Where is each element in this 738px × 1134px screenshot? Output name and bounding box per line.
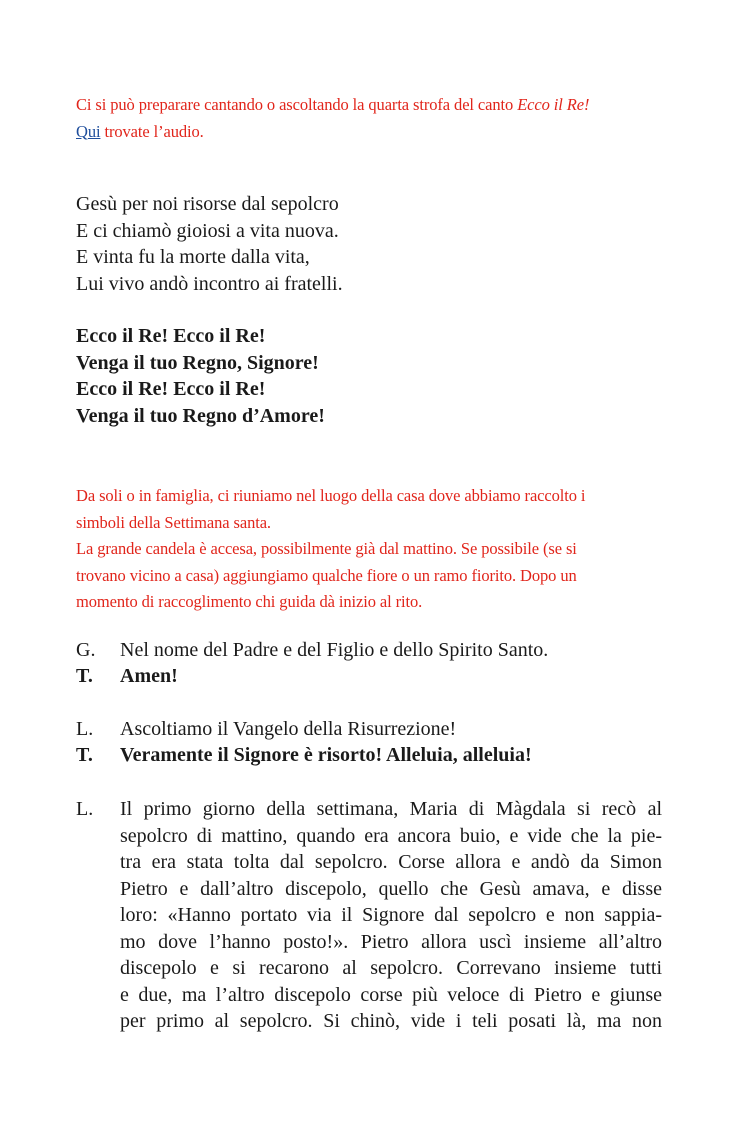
rubric-line: momento di raccoglimento chi guida dà inizio al rito.: [76, 592, 423, 611]
speaker-label: L.: [76, 718, 94, 740]
reading-line: e due, ma l’altro discepolo corse più veloce di Pietro e giunse: [120, 983, 662, 1006]
reading-line: per primo al sepolcro. Si chinò, vide i teli posati là, ma non: [120, 1010, 662, 1032]
speaker-label: T.: [76, 665, 93, 687]
speaker-label: L.: [76, 798, 94, 820]
song-title: Ecco il Re!: [517, 95, 590, 114]
reading-text: [120, 796, 662, 1035]
rubric-line: trovano vicino a casa) aggiungiamo qualche fiore o un ramo fiorito. Dopo un: [76, 565, 577, 585]
intro-rubric: [76, 92, 666, 145]
strofa-line: Lui vivo andò incontro ai fratelli.: [76, 272, 343, 295]
reading-line: discepolo e si recarono al sepolcro. Correvano insieme tutti: [120, 957, 662, 979]
dialogue-text: Veramente il Signore è risorto! Alleluia, alleluia!: [120, 744, 532, 766]
ritornello: [76, 323, 666, 429]
ritornello-line: Ecco il Re! Ecco il Re!: [76, 325, 266, 347]
dialogue-row: [76, 663, 666, 690]
strofa: [76, 191, 666, 297]
strofa-line: E vinta fu la morte dalla vita,: [76, 246, 310, 268]
reading-line: tra era stata tolta dal sepolcro. Corse allora e andò da Simon: [120, 851, 662, 873]
ritornello-line: Venga il tuo Regno d’Amore!: [76, 404, 325, 427]
dialogue-text: Nel nome del Padre e del Figlio e dello Spirito Santo.: [120, 639, 549, 661]
rubric-line: Da soli o in famiglia, ci riuniamo nel luogo della casa dove abbiamo raccolto i: [76, 486, 586, 505]
dialogue-row: [76, 742, 666, 769]
rubric-line: simboli della Settimana santa.: [76, 512, 271, 532]
ritornello-line: Ecco il Re! Ecco il Re!: [76, 378, 266, 400]
intro-text-after: trovate l’audio.: [100, 121, 204, 141]
reading-line: mo dove l’hanno posto!». Pietro allora uscì insieme all’altro: [120, 930, 662, 953]
dialogue-text: Ascoltiamo il Vangelo della Risurrezione!: [120, 718, 457, 740]
reading-line: sepolcro di mattino, quando era ancora buio, e vide che la pie-: [120, 824, 662, 847]
speaker-label: T.: [76, 744, 93, 766]
dialogue-row: [76, 637, 666, 664]
reading-line: Il primo giorno della settimana, Maria di Màgdala si recò al: [120, 798, 662, 820]
instructions-rubric: [76, 483, 666, 616]
dialogue-text: Amen!: [120, 665, 178, 687]
strofa-line: Gesù per noi risorse dal sepolcro: [76, 193, 339, 215]
gospel-reading: [76, 796, 662, 1035]
reading-line: Pietro e dall’altro discepolo, quello che Gesù amava, e disse: [120, 877, 662, 900]
audio-link[interactable]: Qui: [76, 121, 101, 141]
reading-line: loro: «Hanno portato via il Signore dal sepolcro e non sappia-: [120, 904, 662, 926]
rubric-line: La grande candela è accesa, possibilmente già dal mattino. Se possibile (se si: [76, 539, 577, 558]
intro-text: Ci si può preparare cantando o ascoltando la quarta strofa del canto: [76, 95, 518, 114]
strofa-line: E ci chiamò gioiosi a vita nuova.: [76, 219, 339, 242]
dialogue-row: [76, 716, 666, 743]
ritornello-line: Venga il tuo Regno, Signore!: [76, 351, 319, 374]
speaker-label: G.: [76, 639, 96, 661]
